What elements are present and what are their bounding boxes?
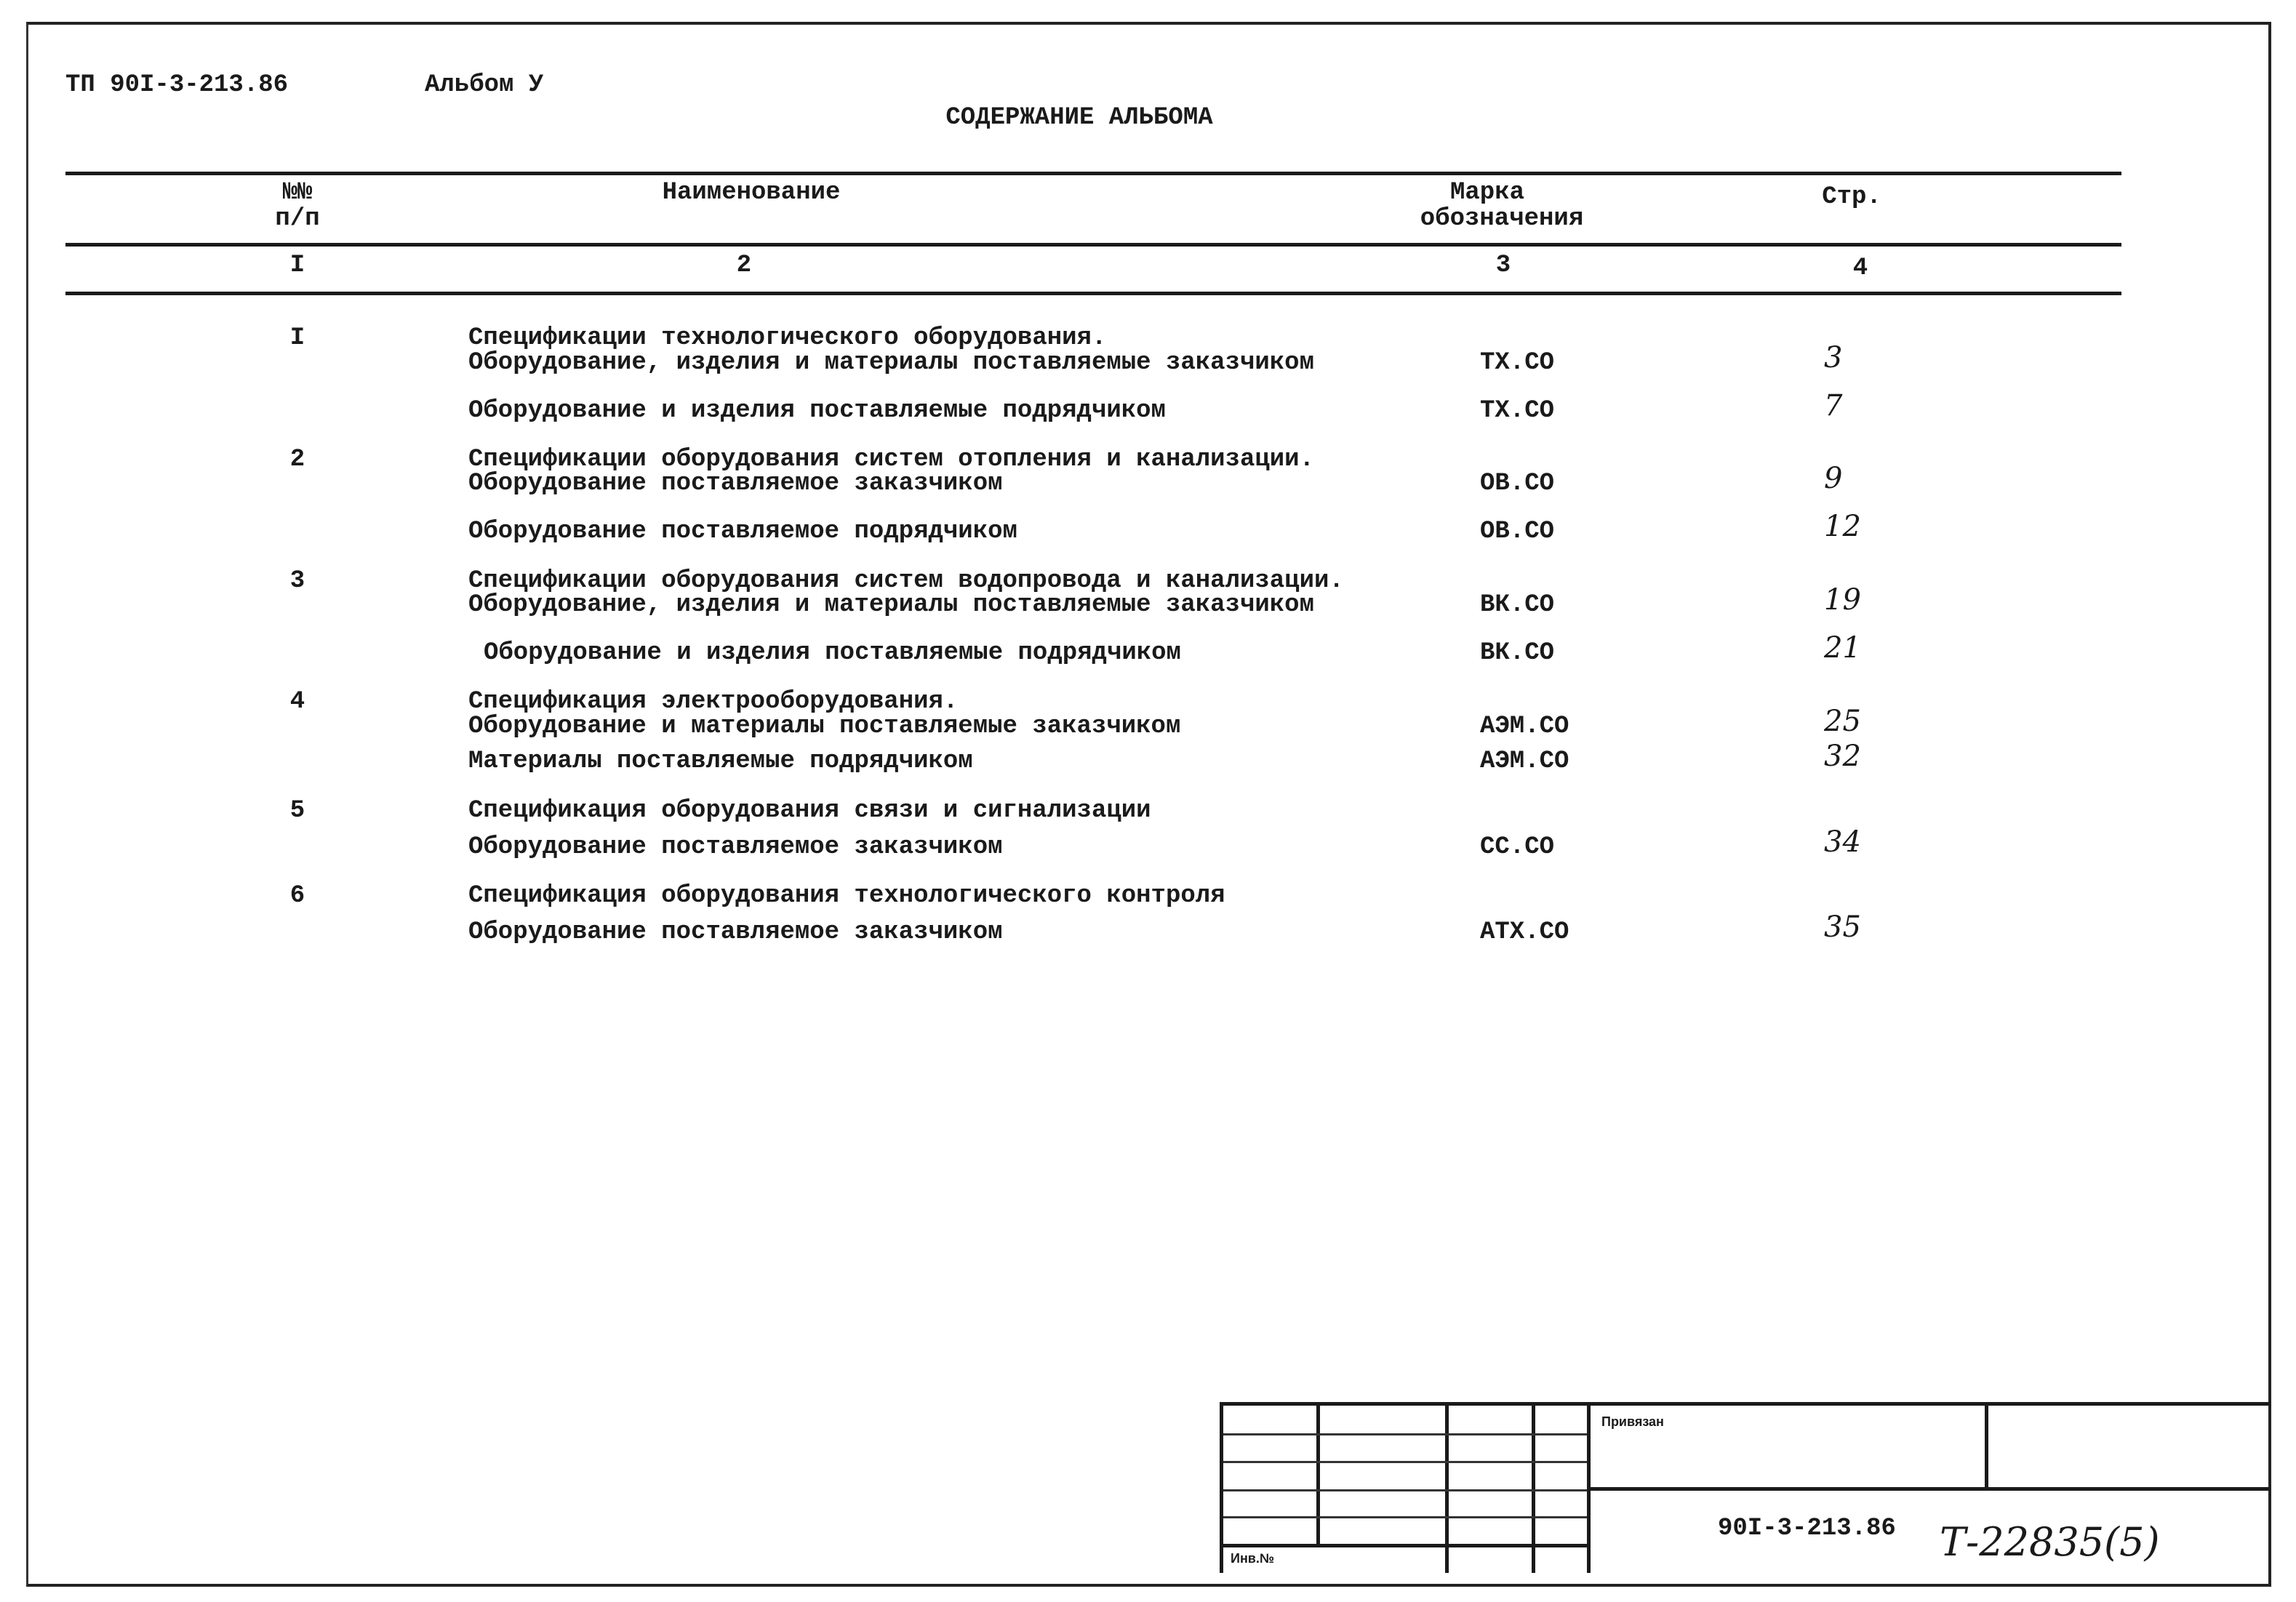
row-item-name: Спецификация оборудования связи и сигнализации <box>468 797 1151 825</box>
row-item-name: Оборудование поставляемое заказчиком <box>468 918 1003 946</box>
row-item-name: Спецификация электрооборудования. <box>468 688 959 716</box>
col-name-header: Наименование <box>662 179 841 207</box>
row-number: 3 <box>289 567 305 595</box>
row-number: 5 <box>289 797 305 825</box>
title-block <box>1220 1402 2270 1573</box>
col-mark-header-1: Марка <box>1449 179 1525 207</box>
stamp-inv-label: Инв.№ <box>1231 1551 1274 1566</box>
row-item-name: Оборудование и материалы поставляемые заказчиком <box>468 713 1181 740</box>
row-page: 34 <box>1824 825 1861 859</box>
row-item-name: Оборудование поставляемое заказчиком <box>468 833 1003 861</box>
stamp-doc-code: 90I-3-213.86 <box>1718 1515 1896 1542</box>
row-item-name: Спецификация оборудования технологического контроля <box>468 882 1225 910</box>
row-mark: ТХ.СО <box>1480 397 1555 425</box>
row-page: 35 <box>1824 910 1861 944</box>
col-num-header-1: №№ <box>282 179 313 207</box>
table-number-rule <box>65 292 2121 295</box>
row-number: 4 <box>289 688 305 716</box>
row-mark: АТХ.СО <box>1480 918 1569 946</box>
row-mark: ОВ.СО <box>1480 470 1555 497</box>
row-mark: ОВ.СО <box>1480 518 1555 545</box>
col-mark-header-2: обозначения <box>1420 205 1584 233</box>
row-mark: АЭМ.СО <box>1480 748 1569 775</box>
stamp-privyazan-label: Привязан <box>1601 1414 1664 1429</box>
row-page: 25 <box>1824 705 1861 738</box>
row-mark: ВК.СО <box>1480 591 1555 619</box>
row-page: 32 <box>1824 740 1861 773</box>
col-page-header: Стр. <box>1822 183 1881 211</box>
row-item-name: Оборудование поставляемое заказчиком <box>468 470 1003 497</box>
row-mark: АЭМ.СО <box>1480 713 1569 740</box>
col-num-header-2: п/п <box>275 205 320 233</box>
row-item-name: Материалы поставляемые подрядчиком <box>468 748 973 775</box>
row-page: 12 <box>1824 510 1861 543</box>
row-item-name: Оборудование и изделия поставляемые подрядчиком <box>484 639 1181 667</box>
row-number: 6 <box>289 882 305 910</box>
row-item-name: Оборудование и изделия поставляемые подрядчиком <box>468 397 1166 425</box>
row-mark: СС.СО <box>1480 833 1555 861</box>
row-item-name: Спецификации оборудования систем водопровода и канализации. <box>468 567 1344 595</box>
row-number: I <box>289 324 305 352</box>
row-page: 9 <box>1824 462 1843 495</box>
row-page: 19 <box>1824 583 1861 617</box>
handwritten-inventory-number: Т-22835(5) <box>1940 1519 2160 1565</box>
album-label: Альбом У <box>425 71 544 99</box>
doc-code: ТП 90I-3-213.86 <box>65 71 289 99</box>
table-header-rule <box>65 243 2121 247</box>
row-item-name: Спецификации технологического оборудования. <box>468 324 1107 352</box>
col-number-3: 3 <box>1495 252 1511 279</box>
col-number-4: 4 <box>1852 255 1868 282</box>
row-page: 7 <box>1824 389 1843 422</box>
page-title: СОДЕРЖАНИЕ АЛЬБОМА <box>945 104 1213 132</box>
row-mark: ВК.СО <box>1480 639 1555 667</box>
col-number-2: 2 <box>736 252 752 279</box>
row-item-name: Оборудование поставляемое подрядчиком <box>468 518 1017 545</box>
row-mark: ТХ.СО <box>1480 349 1555 377</box>
col-number-1: I <box>289 252 305 279</box>
row-page: 3 <box>1824 341 1843 375</box>
row-number: 2 <box>289 446 305 473</box>
row-item-name: Оборудование, изделия и материалы поставляемые заказчиком <box>468 349 1314 377</box>
row-item-name: Оборудование, изделия и материалы поставляемые заказчиком <box>468 591 1314 619</box>
table-top-rule <box>65 172 2121 175</box>
row-item-name: Спецификации оборудования систем отопления и канализации. <box>468 446 1314 473</box>
row-page: 21 <box>1824 631 1861 665</box>
